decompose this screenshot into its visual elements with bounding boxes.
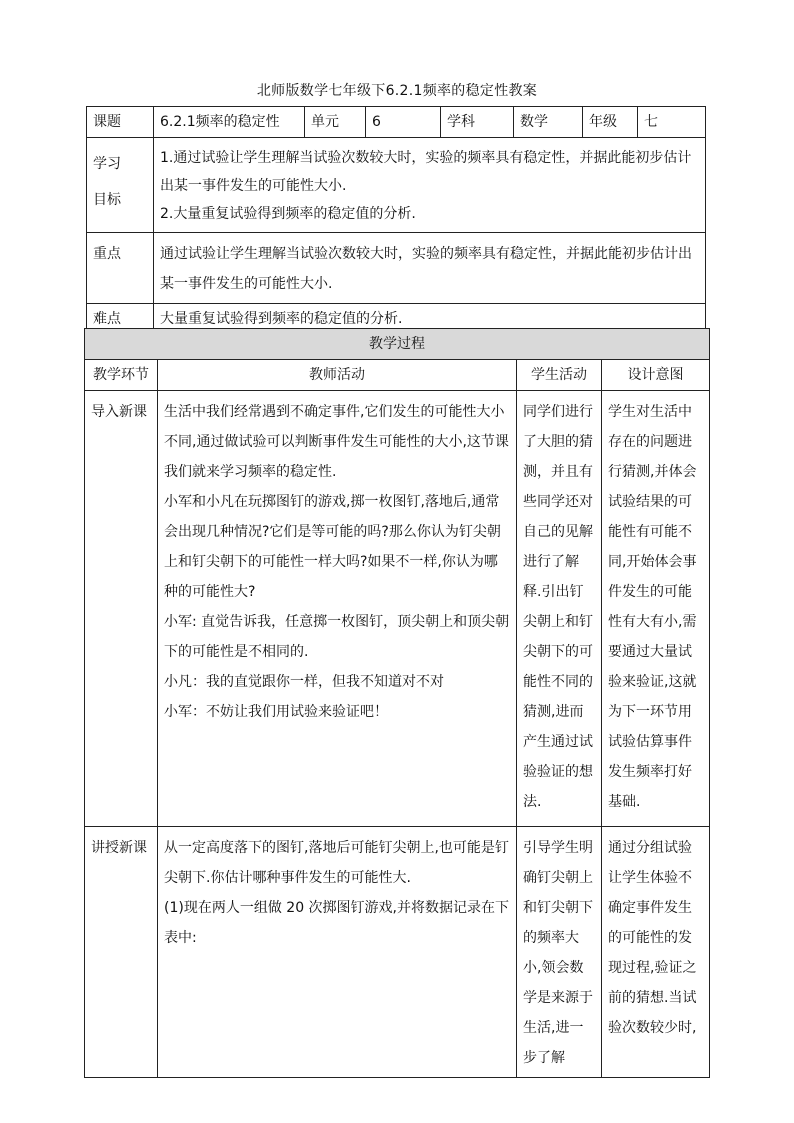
design-intent-cell (602, 391, 710, 827)
topic-label: 课题 (93, 114, 121, 130)
student-activity-cell (517, 827, 602, 1078)
subject-label-cell (441, 107, 514, 138)
teacher-paragraph: 小军：不妨让我们用试验来验证吧！ (164, 704, 388, 720)
subject-cell (514, 107, 583, 138)
teacher-paragraph: 小军: 直觉告诉我，任意掷一枚图钉，顶尖朝上和顶尖朝下的可能性是不相同的. (164, 614, 510, 660)
subject-label: 学科 (447, 114, 475, 130)
design-intent-text: 通过分组试验让学生体验不确定事件发生的可能性的发现过程,验证之前的猜想.当试验次数较少时, (608, 840, 697, 1036)
goals-row (87, 138, 706, 233)
design-intent-cell (602, 827, 710, 1078)
key-point-label: 重点 (93, 246, 121, 262)
process-header-row (85, 329, 710, 360)
goals-label-line1: 学习 (93, 156, 121, 172)
unit-cell (366, 107, 441, 138)
teacher-paragraph: (1)现在两人一组做 20 次掷图钉游戏,并将数据记录在下表中: (164, 900, 509, 946)
teacher-paragraph: 小凡：我的直觉跟你一样，但我不知道对不对 (164, 674, 444, 690)
grade-label: 年级 (589, 114, 617, 130)
col-design-header: 设计意图 (602, 360, 710, 391)
document-title: 北师版数学七年级下6.2.1频率的稳定性教案 (256, 83, 538, 99)
teacher-paragraph: 从一定高度落下的图钉,落地后可能钉尖朝上,也可能是钉尖朝下.你估计哪种事件发生的可能性大. (164, 840, 509, 886)
unit-label: 单元 (311, 114, 339, 130)
student-activity-text: 引导学生明确钉尖朝上和钉尖朝下的频率大小,领会数学是来源于生活,进一步了解 (523, 840, 593, 1066)
stage-label: 讲授新课 (91, 840, 147, 856)
col-stage-header: 教学环节 (85, 360, 158, 391)
unit-value: 6 (372, 114, 381, 130)
student-activity-text: 同学们进行了大胆的猜测，并且有些同学还对自己的见解进行了解释.引出钉尖朝上和钉尖朝下的可能性不同的猜测,进而产生通过试验验证的想法. (523, 404, 593, 810)
topic-cell (154, 107, 305, 138)
process-header: 教学过程 (85, 329, 710, 360)
teacher-activity-cell (158, 391, 517, 827)
difficulty-text: 大量重复试验得到频率的稳定值的分析. (160, 311, 403, 327)
grade-value: 七 (644, 114, 658, 130)
teaching-process-table (84, 328, 710, 1078)
key-point-row (87, 233, 706, 304)
key-point-text: 通过试验让学生理解当试验次数较大时，实验的频率具有稳定性，并据此能初步估计出某一事件发生的可能性大小. (160, 246, 692, 292)
subject-value: 数学 (520, 114, 548, 130)
goal-item-1: 1.通过试验让学生理解当试验次数较大时，实验的频率具有稳定性，并据此能初步估计出某一事件发生的可能性大小. (160, 150, 692, 194)
student-activity-cell (517, 391, 602, 827)
teacher-paragraph: 小军和小凡在玩掷图钉的游戏,掷一枚图钉,落地后,通常会出现几种情况?它们是等可能的吗?那么你认为钉尖朝上和钉尖朝下的可能性一样大吗?如果不一样,你认为哪种的可能性大? (164, 494, 501, 600)
unit-label-cell (305, 107, 366, 138)
grade-cell (638, 107, 706, 138)
goals-label-cell (87, 138, 154, 233)
stage-label: 导入新课 (91, 404, 147, 420)
goals-label-line2: 目标 (93, 192, 121, 208)
process-row-intro (85, 391, 710, 827)
key-point-cell (154, 233, 706, 304)
design-intent-text: 学生对生活中存在的问题进行猜测,并体会试验结果的可能性有可能不同,开始体会事件发生的可能性有大有小,需要通过大量试验来验证,这就为下一环节用试验估算事件发生频率打好基础. (608, 404, 697, 810)
lesson-info-table (86, 106, 706, 335)
process-row-new-lesson (85, 827, 710, 1078)
col-teacher-header: 教师活动 (158, 360, 517, 391)
process-columns-row (85, 360, 710, 391)
goal-item-2: 2.大量重复试验得到频率的稳定值的分析. (160, 206, 416, 222)
col-student-header: 学生活动 (517, 360, 602, 391)
stage-cell (85, 827, 158, 1078)
stage-cell (85, 391, 158, 827)
topic-label-cell (87, 107, 154, 138)
topic-value: 6.2.1频率的稳定性 (160, 114, 280, 130)
teacher-activity-cell (158, 827, 517, 1078)
info-row (87, 107, 706, 138)
difficulty-label: 难点 (93, 311, 121, 327)
goals-cell (154, 138, 706, 233)
key-point-label-cell (87, 233, 154, 304)
grade-label-cell (583, 107, 638, 138)
teacher-paragraph: 生活中我们经常遇到不确定事件,它们发生的可能性大小不同,通过做试验可以判断事件发生可能性的大小,这节课我们就来学习频率的稳定性. (164, 404, 509, 480)
